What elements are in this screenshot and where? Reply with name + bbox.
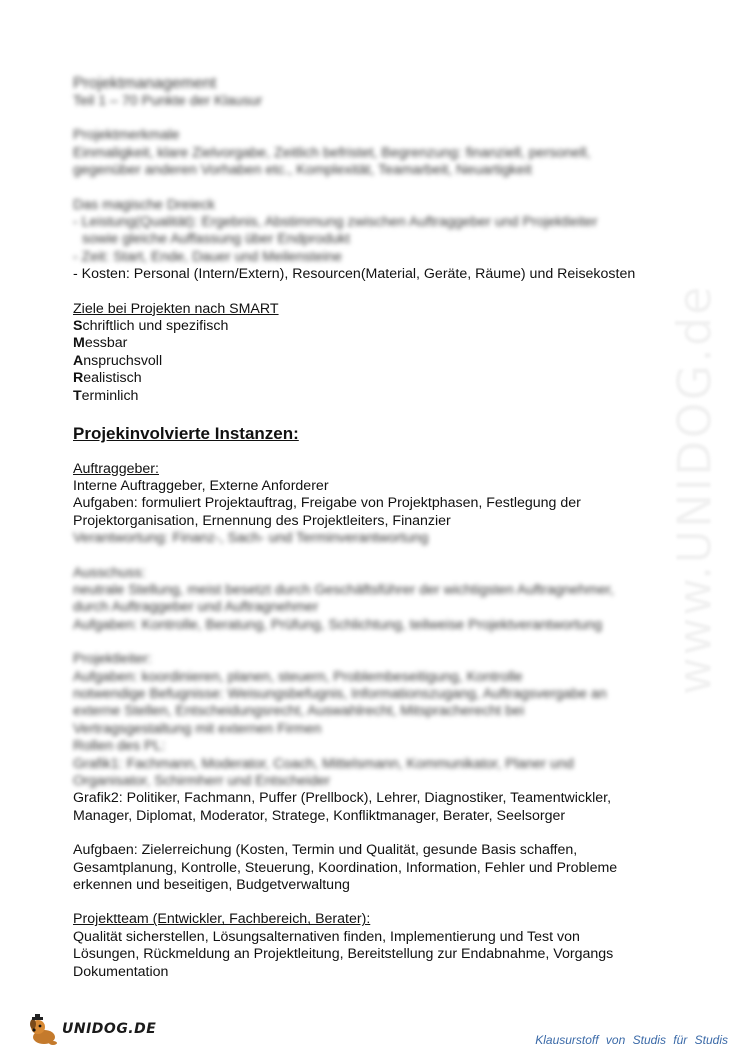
text-line: Projektorganisation, Ernennung des Projektleiters, Finanzier [73, 512, 451, 529]
smart-item: Terminlich [73, 387, 139, 404]
smart-item: Schriftlich und spezifisch [73, 318, 229, 335]
text-line: Dokumentation [73, 963, 169, 980]
section-magisches-dreieck [73, 197, 673, 267]
dog-icon [26, 1013, 60, 1047]
text-line: Manager, Diplomat, Moderator, Stratege, Konfliktmanager, Berater, Seelsorger [73, 807, 566, 824]
document-body [73, 74, 673, 981]
smart-item: Anspruchsvoll [73, 352, 163, 369]
section-smart [73, 301, 673, 405]
section-heading: Ausschuss: [73, 564, 146, 581]
footer-slogan: Klausurstoff von Studis für Studis [535, 1033, 728, 1047]
section-pl-aufgaben [73, 842, 673, 894]
section-ausschuss [73, 565, 673, 635]
text-line: Interne Auftraggeber, Externe Anforderer [73, 477, 329, 494]
section-heading: Projektteam (Entwickler, Fachbereich, Berater): [73, 911, 371, 928]
text-line: - Leistung(Qualität): Ergebnis, Abstimmung zwischen Auftraggeber und Projektleiter [73, 214, 598, 231]
section-heading: Projektmerkmale [73, 127, 180, 144]
section-heading: Projektleiter: [73, 651, 152, 668]
text-line: Grafik2: Politiker, Fachmann, Puffer (Prellbock), Lehrer, Diagnostiker, Teamentwickler, [73, 790, 612, 807]
text-line: durch Auftraggeber und Auftragnehmer [73, 599, 319, 616]
text-line: notwendige Befugnisse: Weisungsbefugnis, Informationszugang, Auftragsvergabe an [73, 685, 607, 702]
text-line-kosten: - Kosten: Personal (Intern/Extern), Resourcen(Material, Geräte, Räume) und Reisekosten [73, 266, 636, 283]
section-projektteam [73, 911, 673, 981]
text-line: Verantwortung: Finanz-, Sach- und Terminverantwortung [73, 530, 429, 547]
document-subtitle: Teil 1 – 70 Punkte der Klausur [73, 93, 263, 109]
section-auftraggeber [73, 461, 673, 548]
section-projektleiter [73, 651, 673, 825]
text-line: externe Stellen, Entscheidungsrecht, Auswahlrecht, Mitspracherecht bei [73, 703, 525, 720]
text-line: Aufgbaen: Zielerreichung (Kosten, Termin und Qualität, gesunde Basis schaffen, [73, 842, 578, 859]
logo-text: UNIDOG.DE [62, 1021, 157, 1038]
text-line: Aufgaben: koordinieren, planen, steuern, Problembeseitigung, Kontrolle [73, 668, 523, 685]
unidog-logo [26, 1012, 166, 1048]
document-title: Projektmanagement [73, 75, 217, 92]
section-projektmerkmale [73, 127, 673, 179]
text-line: Qualität sicherstellen, Lösungsalternativen finden, Implementierung und Test von [73, 928, 580, 945]
section-heading: Das magische Dreieck [73, 196, 215, 213]
text-line: erkennen und beseitigen, Budgetverwaltung [73, 877, 350, 894]
text-line: neutrale Stellung, meist besetzt durch Geschäftsführer der wichtigsten Auftragnehmer, [73, 581, 614, 598]
text-line: Rollen des PL: [73, 738, 166, 755]
text-line: Lösungen, Rückmeldung an Projektleitung, Bereitstellung zur Endabnahme, Vorgangs [73, 946, 614, 963]
text-line: Aufgaben: formuliert Projektauftrag, Freigabe von Projektphasen, Festlegung der [73, 495, 581, 512]
text-line: Organisator, Schirmherr und Entscheider [73, 773, 331, 789]
section-heading: Auftraggeber: [73, 460, 159, 477]
smart-item: Messbar [73, 335, 128, 352]
blurred-intro [73, 74, 673, 266]
blurred-projektleiter [73, 651, 673, 790]
text-line: Grafik1: Fachmann, Moderator, Coach, Mittelsmann, Kommunikator, Planer und [73, 755, 574, 772]
watermark: www.UNIDOG.de [667, 284, 722, 696]
page-footer [0, 1012, 750, 1052]
instanzen-heading: Projekinvolvierte Instanzen: [73, 424, 299, 444]
text-line: Gesamtplanung, Kontrolle, Steuerung, Koordination, Information, Fehler und Probleme [73, 859, 618, 876]
text-line: Einmaligkeit, klare Zielvorgabe, Zeitlich befristet, Begrenzung: finanziell, personell, [73, 144, 591, 161]
text-line: sowie gleiche Auffassung über Endprodukt [82, 231, 350, 248]
smart-item: Realistisch [73, 370, 142, 387]
section-heading: Ziele bei Projekten nach SMART [73, 300, 279, 317]
text-line: Aufgaben: Kontrolle, Beratung, Prüfung, Schlichtung, teilweise Projektverantwortung [73, 616, 603, 633]
text-line: gegenüber anderen Vorhaben etc., Komplexität, Teamarbeit, Neuartigkeit [73, 162, 532, 179]
text-line: - Zeit: Start, Ende, Dauer und Meilensteine [73, 248, 342, 265]
text-line: Vertragsgestaltung mit externen Firmen [73, 720, 322, 737]
